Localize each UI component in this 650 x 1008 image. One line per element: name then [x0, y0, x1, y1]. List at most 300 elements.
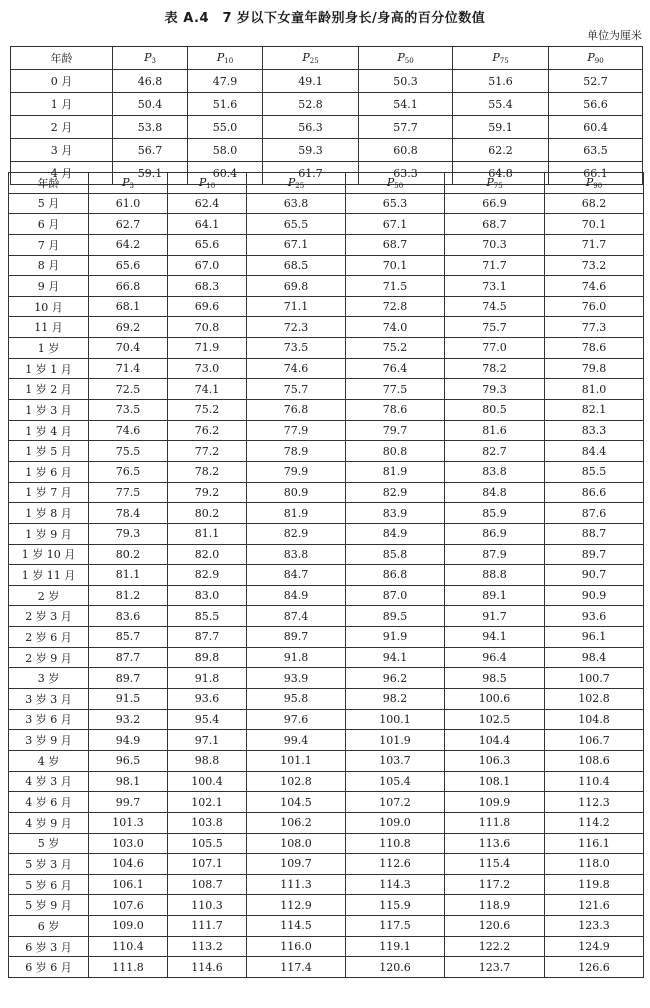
percentile-letter: P [397, 51, 405, 64]
value-cell-p75: 98.5 [445, 668, 545, 689]
age-cell: 1 岁 2 月 [9, 379, 89, 400]
percentile-letter: P [302, 51, 310, 64]
percentile-letter: P [287, 175, 296, 189]
table-row [9, 358, 644, 379]
age-cell: 4 岁 6 月 [9, 792, 89, 813]
value-cell-p3: 111.8 [89, 957, 168, 978]
value-cell-p50: 79.7 [346, 420, 445, 441]
header-percentile-p90 [549, 47, 643, 70]
table-row [11, 139, 643, 162]
value-cell-p90: 84.4 [545, 441, 644, 462]
value-cell-p75: 55.4 [453, 93, 549, 116]
value-cell-p75: 120.6 [445, 916, 545, 937]
value-cell-p90: 110.4 [545, 771, 644, 792]
table-row [9, 503, 644, 524]
value-cell-p3: 53.8 [113, 116, 188, 139]
table-row [9, 792, 644, 813]
value-cell-p25: 78.9 [247, 441, 346, 462]
value-cell-p75: 108.1 [445, 771, 545, 792]
value-cell-p50: 74.0 [346, 317, 445, 338]
value-cell-p90: 56.6 [549, 93, 643, 116]
value-cell-p10: 73.0 [168, 358, 247, 379]
value-cell-p3: 96.5 [89, 750, 168, 771]
value-cell-p50: 107.2 [346, 792, 445, 813]
table-row [9, 296, 644, 317]
value-cell-p90: 73.2 [545, 255, 644, 276]
value-cell-p50: 91.9 [346, 627, 445, 648]
table-row [9, 482, 644, 503]
value-cell-p10: 89.8 [168, 647, 247, 668]
value-cell-p90: 87.6 [545, 503, 644, 524]
table-row [9, 379, 644, 400]
table-row [9, 585, 644, 606]
age-cell: 1 岁 4 月 [9, 420, 89, 441]
value-cell-p75: 79.3 [445, 379, 545, 400]
value-cell-p75: 84.8 [445, 482, 545, 503]
value-cell-p3: 64.2 [89, 234, 168, 255]
value-cell-p90: 100.7 [545, 668, 644, 689]
value-cell-p90: 71.7 [545, 234, 644, 255]
value-cell-p25: 114.5 [247, 916, 346, 937]
value-cell-p3: 80.2 [89, 544, 168, 565]
value-cell-p3: 79.3 [89, 523, 168, 544]
value-cell-p90: 124.9 [545, 936, 644, 957]
percentile-subscript: 25 [309, 57, 319, 65]
value-cell-p25: 109.7 [247, 854, 346, 875]
value-cell-p50: 114.3 [346, 874, 445, 895]
percentile-letter: P [587, 51, 595, 64]
value-cell-p3: 61.0 [89, 193, 168, 214]
value-cell-p75: 100.6 [445, 689, 545, 710]
value-cell-p75: 66.9 [445, 193, 545, 214]
value-cell-p3: 91.5 [89, 689, 168, 710]
value-cell-p90: 86.6 [545, 482, 644, 503]
value-cell-p75: 117.2 [445, 874, 545, 895]
value-cell-p25: 68.5 [247, 255, 346, 276]
value-cell-p3: 65.6 [89, 255, 168, 276]
value-cell-p3: 72.5 [89, 379, 168, 400]
age-cell: 1 岁 8 月 [9, 503, 89, 524]
value-cell-p25: 59.3 [263, 139, 359, 162]
table-row [9, 420, 644, 441]
value-cell-p3: 46.8 [113, 70, 188, 93]
value-cell-p25: 79.9 [247, 461, 346, 482]
value-cell-p75: 87.9 [445, 544, 545, 565]
table-row [9, 647, 644, 668]
value-cell-p50: 85.8 [346, 544, 445, 565]
table-row [9, 916, 644, 937]
value-cell-p75: 82.7 [445, 441, 545, 462]
percentile-letter: P [144, 51, 152, 64]
header-percentile-p90 [545, 173, 644, 194]
header-percentile-p25 [247, 173, 346, 194]
percentile-table-top [10, 46, 643, 185]
header-row [9, 173, 644, 194]
value-cell-p25: 101.1 [247, 750, 346, 771]
percentile-subscript: 3 [129, 181, 134, 190]
value-cell-p75: 109.9 [445, 792, 545, 813]
value-cell-p10: 67.0 [168, 255, 247, 276]
age-cell: 1 岁 1 月 [9, 358, 89, 379]
header-age: 年龄 [11, 47, 113, 70]
age-cell: 6 岁 6 月 [9, 957, 89, 978]
value-cell-p75: 64.8 [453, 162, 549, 185]
header-row [11, 47, 643, 70]
value-cell-p90: 116.1 [545, 833, 644, 854]
value-cell-p3: 109.0 [89, 916, 168, 937]
age-cell: 1 岁 9 月 [9, 523, 89, 544]
age-cell: 6 月 [9, 214, 89, 235]
percentile-letter: P [585, 175, 594, 189]
value-cell-p50: 86.8 [346, 565, 445, 586]
value-cell-p90: 93.6 [545, 606, 644, 627]
value-cell-p50: 68.7 [346, 234, 445, 255]
age-cell: 7 月 [9, 234, 89, 255]
value-cell-p25: 63.8 [247, 193, 346, 214]
table-row [9, 668, 644, 689]
value-cell-p10: 95.4 [168, 709, 247, 730]
value-cell-p50: 120.6 [346, 957, 445, 978]
value-cell-p90: 118.0 [545, 854, 644, 875]
value-cell-p10: 114.6 [168, 957, 247, 978]
value-cell-p10: 78.2 [168, 461, 247, 482]
value-cell-p25: 61.7 [263, 162, 359, 185]
value-cell-p90: 74.6 [545, 276, 644, 297]
value-cell-p75: 115.4 [445, 854, 545, 875]
value-cell-p10: 105.5 [168, 833, 247, 854]
percentile-letter: P [492, 51, 500, 64]
percentile-subscript: 10 [224, 57, 234, 65]
table-row [9, 234, 644, 255]
header-percentile-p3 [113, 47, 188, 70]
value-cell-p25: 56.3 [263, 116, 359, 139]
value-cell-p50: 50.3 [359, 70, 453, 93]
header-age: 年龄 [9, 173, 89, 194]
table-row [9, 606, 644, 627]
value-cell-p50: 80.8 [346, 441, 445, 462]
table-row [9, 338, 644, 359]
value-cell-p90: 79.8 [545, 358, 644, 379]
value-cell-p10: 91.8 [168, 668, 247, 689]
table-row [9, 936, 644, 957]
value-cell-p25: 73.5 [247, 338, 346, 359]
header-percentile-p50 [359, 47, 453, 70]
value-cell-p50: 60.8 [359, 139, 453, 162]
value-cell-p50: 101.9 [346, 730, 445, 751]
value-cell-p10: 103.8 [168, 812, 247, 833]
table-row [11, 93, 643, 116]
value-cell-p3: 69.2 [89, 317, 168, 338]
value-cell-p25: 75.7 [247, 379, 346, 400]
value-cell-p90: 90.9 [545, 585, 644, 606]
value-cell-p50: 103.7 [346, 750, 445, 771]
value-cell-p10: 80.2 [168, 503, 247, 524]
percentile-subscript: 50 [404, 57, 414, 65]
value-cell-p50: 63.3 [359, 162, 453, 185]
value-cell-p90: 85.5 [545, 461, 644, 482]
value-cell-p90: 82.1 [545, 400, 644, 421]
header-percentile-p25 [263, 47, 359, 70]
value-cell-p75: 78.2 [445, 358, 545, 379]
table-row [9, 317, 644, 338]
value-cell-p10: 87.7 [168, 627, 247, 648]
value-cell-p25: 71.1 [247, 296, 346, 317]
value-cell-p10: 55.0 [188, 116, 263, 139]
age-cell: 3 岁 9 月 [9, 730, 89, 751]
value-cell-p75: 122.2 [445, 936, 545, 957]
percentile-subscript: 90 [594, 57, 604, 65]
header-percentile-p10 [188, 47, 263, 70]
value-cell-p75: 118.9 [445, 895, 545, 916]
value-cell-p75: 51.6 [453, 70, 549, 93]
value-cell-p3: 85.7 [89, 627, 168, 648]
header-percentile-p50 [346, 173, 445, 194]
value-cell-p10: 83.0 [168, 585, 247, 606]
value-cell-p10: 51.6 [188, 93, 263, 116]
age-cell: 5 岁 6 月 [9, 874, 89, 895]
age-cell: 1 月 [11, 93, 113, 116]
value-cell-p90: 123.3 [545, 916, 644, 937]
value-cell-p25: 84.7 [247, 565, 346, 586]
age-cell: 1 岁 11 月 [9, 565, 89, 586]
value-cell-p3: 78.4 [89, 503, 168, 524]
value-cell-p75: 59.1 [453, 116, 549, 139]
value-cell-p10: 82.0 [168, 544, 247, 565]
value-cell-p10: 65.6 [168, 234, 247, 255]
value-cell-p10: 97.1 [168, 730, 247, 751]
value-cell-p90: 98.4 [545, 647, 644, 668]
value-cell-p3: 71.4 [89, 358, 168, 379]
age-cell: 11 月 [9, 317, 89, 338]
age-cell: 4 月 [11, 162, 113, 185]
table-row [9, 957, 644, 978]
value-cell-p90: 121.6 [545, 895, 644, 916]
value-cell-p75: 74.5 [445, 296, 545, 317]
value-cell-p50: 100.1 [346, 709, 445, 730]
value-cell-p50: 96.2 [346, 668, 445, 689]
value-cell-p25: 99.4 [247, 730, 346, 751]
percentile-letter: P [486, 175, 494, 189]
value-cell-p90: 78.6 [545, 338, 644, 359]
value-cell-p25: 69.8 [247, 276, 346, 297]
value-cell-p50: 82.9 [346, 482, 445, 503]
value-cell-p75: 86.9 [445, 523, 545, 544]
value-cell-p90: 112.3 [545, 792, 644, 813]
table-row [9, 730, 644, 751]
percentile-letter: P [198, 175, 207, 189]
value-cell-p10: 62.4 [168, 193, 247, 214]
value-cell-p75: 70.3 [445, 234, 545, 255]
value-cell-p3: 103.0 [89, 833, 168, 854]
value-cell-p10: 68.3 [168, 276, 247, 297]
value-cell-p50: 70.1 [346, 255, 445, 276]
age-cell: 5 岁 3 月 [9, 854, 89, 875]
value-cell-p10: 81.1 [168, 523, 247, 544]
value-cell-p3: 87.7 [89, 647, 168, 668]
value-cell-p10: 93.6 [168, 689, 247, 710]
value-cell-p90: 106.7 [545, 730, 644, 751]
percentile-letter: P [386, 175, 395, 189]
age-cell: 4 岁 3 月 [9, 771, 89, 792]
value-cell-p25: 106.2 [247, 812, 346, 833]
table-row [9, 255, 644, 276]
table-row [9, 627, 644, 648]
value-cell-p50: 119.1 [346, 936, 445, 957]
value-cell-p25: 74.6 [247, 358, 346, 379]
value-cell-p50: 72.8 [346, 296, 445, 317]
percentile-letter: P [122, 175, 130, 189]
value-cell-p10: 60.4 [188, 162, 263, 185]
age-cell: 3 岁 6 月 [9, 709, 89, 730]
age-cell: 5 月 [9, 193, 89, 214]
value-cell-p75: 94.1 [445, 627, 545, 648]
value-cell-p90: 104.8 [545, 709, 644, 730]
value-cell-p90: 60.4 [549, 116, 643, 139]
age-cell: 9 月 [9, 276, 89, 297]
value-cell-p3: 89.7 [89, 668, 168, 689]
value-cell-p10: 100.4 [168, 771, 247, 792]
percentile-letter: P [216, 51, 225, 64]
value-cell-p50: 89.5 [346, 606, 445, 627]
value-cell-p75: 77.0 [445, 338, 545, 359]
value-cell-p50: 117.5 [346, 916, 445, 937]
value-cell-p3: 99.7 [89, 792, 168, 813]
value-cell-p75: 89.1 [445, 585, 545, 606]
table-row [9, 193, 644, 214]
value-cell-p3: 106.1 [89, 874, 168, 895]
header-percentile-p75 [445, 173, 545, 194]
table-row [9, 833, 644, 854]
table-row [9, 523, 644, 544]
table-row [9, 214, 644, 235]
age-cell: 3 岁 [9, 668, 89, 689]
value-cell-p10: 75.2 [168, 400, 247, 421]
value-cell-p75: 71.7 [445, 255, 545, 276]
percentile-subscript: 25 [295, 181, 305, 190]
value-cell-p75: 75.7 [445, 317, 545, 338]
value-cell-p75: 80.5 [445, 400, 545, 421]
value-cell-p3: 101.3 [89, 812, 168, 833]
value-cell-p10: 77.2 [168, 441, 247, 462]
value-cell-p90: 96.1 [545, 627, 644, 648]
value-cell-p90: 102.8 [545, 689, 644, 710]
table-row [9, 874, 644, 895]
percentile-subscript: 90 [593, 181, 603, 190]
table-row [9, 276, 644, 297]
percentile-subscript: 3 [151, 57, 156, 65]
value-cell-p90: 119.8 [545, 874, 644, 895]
value-cell-p50: 109.0 [346, 812, 445, 833]
value-cell-p25: 67.1 [247, 234, 346, 255]
value-cell-p25: 104.5 [247, 792, 346, 813]
value-cell-p25: 80.9 [247, 482, 346, 503]
value-cell-p90: 114.2 [545, 812, 644, 833]
value-cell-p75: 113.6 [445, 833, 545, 854]
value-cell-p25: 108.0 [247, 833, 346, 854]
age-cell: 5 岁 9 月 [9, 895, 89, 916]
header-percentile-p75 [453, 47, 549, 70]
value-cell-p50: 110.8 [346, 833, 445, 854]
value-cell-p10: 74.1 [168, 379, 247, 400]
header-percentile-p3 [89, 173, 168, 194]
percentile-subscript: 75 [493, 181, 503, 190]
value-cell-p50: 98.2 [346, 689, 445, 710]
value-cell-p90: 126.6 [545, 957, 644, 978]
age-cell: 2 岁 [9, 585, 89, 606]
value-cell-p10: 113.2 [168, 936, 247, 957]
value-cell-p90: 90.7 [545, 565, 644, 586]
value-cell-p75: 104.4 [445, 730, 545, 751]
age-cell: 6 岁 [9, 916, 89, 937]
value-cell-p75: 73.1 [445, 276, 545, 297]
value-cell-p10: 111.7 [168, 916, 247, 937]
value-cell-p10: 76.2 [168, 420, 247, 441]
value-cell-p90: 63.5 [549, 139, 643, 162]
value-cell-p75: 85.9 [445, 503, 545, 524]
unit-label: 单位为厘米 [587, 29, 642, 42]
value-cell-p75: 106.3 [445, 750, 545, 771]
value-cell-p75: 83.8 [445, 461, 545, 482]
value-cell-p50: 71.5 [346, 276, 445, 297]
value-cell-p50: 75.2 [346, 338, 445, 359]
table-row [11, 70, 643, 93]
age-cell: 3 岁 3 月 [9, 689, 89, 710]
value-cell-p10: 79.2 [168, 482, 247, 503]
table-row [9, 544, 644, 565]
value-cell-p3: 59.1 [113, 162, 188, 185]
age-cell: 2 月 [11, 116, 113, 139]
age-cell: 8 月 [9, 255, 89, 276]
value-cell-p75: 62.2 [453, 139, 549, 162]
value-cell-p10: 108.7 [168, 874, 247, 895]
value-cell-p25: 97.6 [247, 709, 346, 730]
age-cell: 4 岁 [9, 750, 89, 771]
value-cell-p3: 107.6 [89, 895, 168, 916]
value-cell-p50: 57.7 [359, 116, 453, 139]
value-cell-p3: 70.4 [89, 338, 168, 359]
value-cell-p75: 81.6 [445, 420, 545, 441]
table-row [9, 709, 644, 730]
value-cell-p50: 76.4 [346, 358, 445, 379]
value-cell-p50: 87.0 [346, 585, 445, 606]
value-cell-p50: 77.5 [346, 379, 445, 400]
value-cell-p50: 54.1 [359, 93, 453, 116]
age-cell: 10 月 [9, 296, 89, 317]
percentile-table-main [8, 172, 644, 978]
value-cell-p3: 104.6 [89, 854, 168, 875]
value-cell-p50: 115.9 [346, 895, 445, 916]
age-cell: 2 岁 6 月 [9, 627, 89, 648]
table-row [9, 400, 644, 421]
value-cell-p25: 91.8 [247, 647, 346, 668]
table-row [9, 750, 644, 771]
value-cell-p25: 93.9 [247, 668, 346, 689]
value-cell-p3: 62.7 [89, 214, 168, 235]
value-cell-p50: 105.4 [346, 771, 445, 792]
value-cell-p25: 65.5 [247, 214, 346, 235]
table-row [11, 116, 643, 139]
table-row [9, 812, 644, 833]
value-cell-p90: 70.1 [545, 214, 644, 235]
value-cell-p3: 110.4 [89, 936, 168, 957]
age-cell: 1 岁 6 月 [9, 461, 89, 482]
value-cell-p25: 111.3 [247, 874, 346, 895]
value-cell-p50: 83.9 [346, 503, 445, 524]
value-cell-p25: 117.4 [247, 957, 346, 978]
value-cell-p3: 93.2 [89, 709, 168, 730]
header-percentile-p10 [168, 173, 247, 194]
age-cell: 1 岁 5 月 [9, 441, 89, 462]
